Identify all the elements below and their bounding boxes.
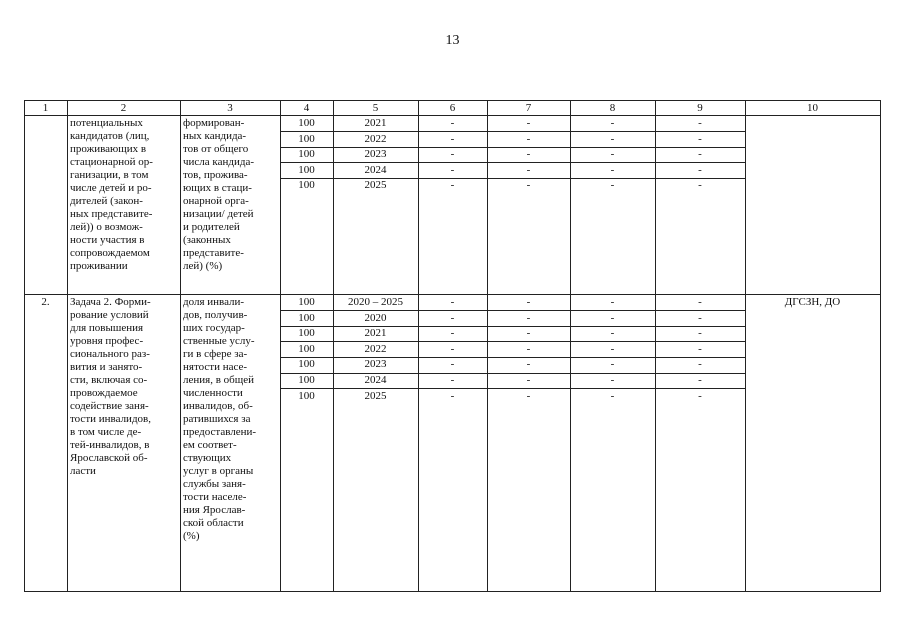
dash-cell: - <box>526 148 531 161</box>
indicator-name: доля инвали- дов, получив- ших государ- ственные услу- ги в сфере за- нятости насе- ления, в общей численности инвалидов, об- ратившихся за предоставлени- ем соответ- ствующих услуг в органы службы заня- тости населе- ния Ярослав- ской области (%) <box>183 296 257 542</box>
dash-cell: - <box>698 296 702 308</box>
dash-cell: - <box>610 389 615 402</box>
dash-cell: - <box>526 358 531 371</box>
dash-cell: - <box>450 374 455 386</box>
value-cell: 100 <box>298 342 315 355</box>
year-cell: 2022 <box>364 132 387 145</box>
dash-cell: - <box>698 117 702 129</box>
year-cell: 2020 <box>364 311 387 324</box>
dash-cell: - <box>698 311 702 324</box>
dash-cell: - <box>526 374 531 386</box>
dash-cell: - <box>610 179 615 192</box>
dash-cell: - <box>698 327 702 340</box>
dash-cell: - <box>698 389 702 402</box>
value-cell: 100 <box>298 311 315 324</box>
indicator-name: формирован- ных кандида- тов от общего числа кандида- тов, прожива- ющих в стаци- онарной орга- низации/ детей и родителей (законных представите- лей) (%) <box>183 117 254 272</box>
dash-cell: - <box>698 163 702 176</box>
year-cell: 2021 <box>364 117 387 129</box>
dash-cell: - <box>610 358 615 371</box>
column-header: 7 <box>525 102 532 114</box>
column-header: 5 <box>372 102 379 114</box>
dash-cell: - <box>610 327 615 340</box>
dash-cell: - <box>450 327 455 340</box>
dash-cell: - <box>698 179 702 192</box>
dash-cell: - <box>698 148 702 161</box>
task-description: Задача 2. Форми- рование условий для повышения уровня профес- сионального раз- вития и занято- сти, включая со- провождаемое содействие заня- тости инвалидов, в том числе де- тей-инвалидов, в Ярославской об- ласти <box>70 296 151 477</box>
dash-cell: - <box>526 311 531 324</box>
dash-cell: - <box>450 389 455 402</box>
year-cell: 2021 <box>364 327 387 340</box>
dash-cell: - <box>526 179 531 192</box>
column-header: 6 <box>449 102 456 114</box>
dash-cell: - <box>450 148 455 161</box>
value-cell: 100 <box>298 148 315 161</box>
column-border <box>745 100 746 592</box>
dash-cell: - <box>450 296 455 308</box>
value-cell: 100 <box>298 358 315 371</box>
dash-cell: - <box>450 342 455 355</box>
dash-cell: - <box>610 342 615 355</box>
task-description: потенциальных кандидатов (лиц, проживающих в стационарной ор- ганизации, в том числе детей и ро- дителей (закон- ных представите- лей)) о возмож- ности участия в сопровождаемом проживании <box>70 117 153 272</box>
dash-cell: - <box>450 117 455 129</box>
year-cell: 2025 <box>364 179 387 192</box>
dash-cell: - <box>526 163 531 176</box>
year-cell: 2022 <box>364 342 387 355</box>
dash-cell: - <box>526 296 531 308</box>
dash-cell: - <box>450 163 455 176</box>
column-border <box>24 100 25 592</box>
dash-cell: - <box>610 311 615 324</box>
dash-cell: - <box>526 327 531 340</box>
value-cell: 100 <box>298 117 315 129</box>
value-cell: 100 <box>298 179 315 192</box>
dash-cell: - <box>698 342 702 355</box>
value-cell: 100 <box>298 163 315 176</box>
year-cell: 2020 – 2025 <box>348 296 403 308</box>
column-header: 2 <box>120 102 127 114</box>
value-cell: 100 <box>298 374 315 386</box>
dash-cell: - <box>610 374 615 386</box>
column-header: 8 <box>609 102 616 114</box>
column-header: 4 <box>303 102 310 114</box>
dash-cell: - <box>450 179 455 192</box>
year-cell: 2024 <box>364 163 387 176</box>
dash-cell: - <box>526 342 531 355</box>
responsible-executor: ДГСЗН, ДО <box>784 296 841 308</box>
column-header: 3 <box>227 102 233 114</box>
dash-cell: - <box>698 374 702 386</box>
column-header: 9 <box>697 102 703 114</box>
value-cell: 100 <box>298 296 315 308</box>
column-header: 10 <box>807 102 818 114</box>
dash-cell: - <box>526 117 531 129</box>
dash-cell: - <box>610 132 615 145</box>
value-cell: 100 <box>298 132 315 145</box>
dash-cell: - <box>610 296 615 308</box>
dash-cell: - <box>610 148 615 161</box>
year-cell: 2024 <box>364 374 387 386</box>
column-border <box>180 100 181 592</box>
table-bottom-border <box>24 591 880 592</box>
year-cell: 2025 <box>364 389 387 402</box>
page-number: 13 <box>445 33 460 48</box>
column-border <box>67 100 68 592</box>
column-header: 1 <box>42 102 49 114</box>
row-number: 2. <box>41 296 50 308</box>
dash-cell: - <box>526 389 531 402</box>
dash-cell: - <box>526 132 531 145</box>
year-cell: 2023 <box>364 148 387 161</box>
dash-cell: - <box>450 132 455 145</box>
dash-cell: - <box>610 117 615 129</box>
column-border <box>880 100 881 592</box>
value-cell: 100 <box>298 389 315 402</box>
dash-cell: - <box>450 358 455 371</box>
dash-cell: - <box>610 163 615 176</box>
year-cell: 2023 <box>364 358 387 371</box>
dash-cell: - <box>698 358 702 371</box>
dash-cell: - <box>450 311 455 324</box>
value-cell: 100 <box>298 327 315 340</box>
dash-cell: - <box>698 132 702 145</box>
